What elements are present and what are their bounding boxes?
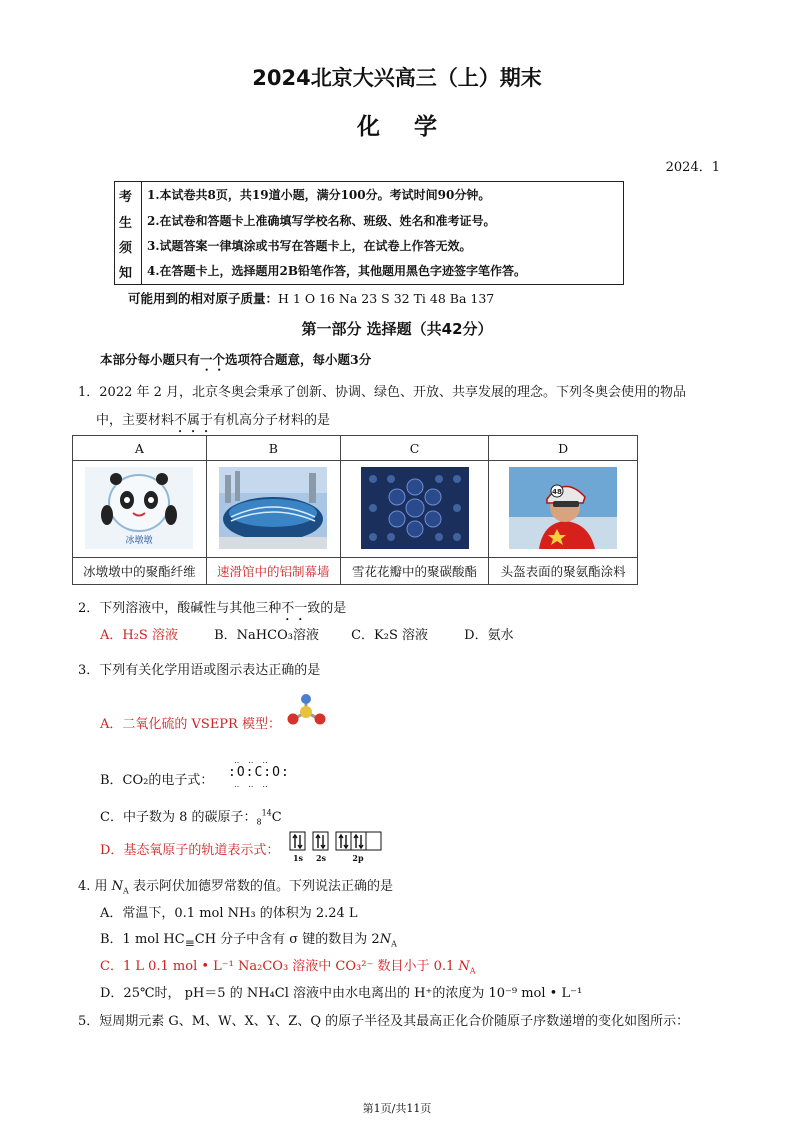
- section-note: [100, 350, 371, 374]
- q4-choice-b: [100, 928, 397, 949]
- snowflake-image: [361, 467, 469, 549]
- section-title: 第一部分 选择题（共42分）: [301, 320, 493, 338]
- q1-stem-line1: 1．2022 年 2 月，北京冬奥会秉承了创新、协调、绿色、开放、共享发展的理念。下列冬奥会使用的物品: [78, 385, 687, 400]
- notice-side-char: 知: [119, 266, 133, 281]
- q2-emphasis: 不一: [281, 601, 308, 616]
- q1-header-c: C: [340, 436, 489, 461]
- speed-skating-oval-image: [219, 467, 327, 549]
- mascot-image: [85, 467, 193, 549]
- q3-c-text: C．中子数为 8 的碳原子：: [100, 810, 257, 825]
- q2-choices: [100, 624, 538, 643]
- helmet-athlete-image: [509, 467, 617, 549]
- q4-c-text: C．1 L 0.1 mol • L⁻¹ Na₂CO₃ 溶液中 CO₃²⁻ 数目小于 0.1: [100, 959, 455, 974]
- q3-c-mass-number: 14: [261, 808, 272, 818]
- q4-b-text: B．1 mol HC: [100, 932, 185, 947]
- notice-side-char: 生: [119, 216, 133, 231]
- q1-caption-c: 雪花花瓣中的聚碳酸酯: [340, 558, 489, 585]
- q4-na-symbol: N: [111, 879, 124, 894]
- mascot-caption: 冰墩墩: [125, 535, 153, 546]
- q1-emphasis: 不属于: [174, 413, 214, 428]
- atomic-label: 可能用到的相对原子质量：: [128, 291, 279, 306]
- q4-b-text: CH 分子中含有 σ 键的数目为 2: [194, 932, 380, 947]
- q5-stem: 5．短周期元素 G、M、W、X、Y、Z、Q 的原子半径及其最高正化合价随原子序数递增的变化如图所示：: [78, 1014, 690, 1029]
- triple-bond-symbol: ≡: [184, 936, 195, 950]
- q3-choice-d: D．基态氧原子的轨道表示式：: [100, 843, 280, 858]
- co2-formula-text: :O:C:O:: [228, 765, 290, 780]
- q1-header-b: B: [206, 436, 340, 461]
- q1-caption-d: 头盔表面的聚氨酯涂料: [489, 558, 638, 585]
- q2-text: 2．下列溶液中，酸碱性与其他三种: [78, 601, 282, 616]
- so2-vsepr-model: [284, 692, 330, 726]
- q2-choice-b: B．NaHCO₃溶液: [214, 628, 319, 643]
- section-note-text: 选项符合题意，每小题3分: [225, 352, 372, 367]
- q3-stem: 3．下列有关化学用语或图示表达正确的是: [78, 663, 321, 678]
- exam-title: 2024北京大兴高三（上）期末: [252, 66, 542, 90]
- notice-box: [114, 181, 624, 285]
- q1-image-cell: [489, 461, 638, 558]
- atomic-masses: [128, 289, 494, 307]
- helmet-number: 48: [552, 487, 563, 496]
- page-footer: 第1页/共11页: [362, 1102, 432, 1115]
- notice-line: 2.在试卷和答题卡上准确填写学校名称、班级、姓名和准考证号。: [147, 214, 496, 228]
- q4-choice-c: [100, 955, 476, 976]
- q4-na-sub: A: [123, 886, 129, 896]
- q4-na-symbol: N: [458, 959, 470, 974]
- q4-na-sub: A: [391, 939, 397, 949]
- q1-options-table: [72, 435, 638, 585]
- atomic-values: H 1 O 16 Na 23 S 32 Ti 48 Ba 137: [278, 291, 495, 306]
- section-note-text: 本部分每小题只有: [100, 352, 201, 367]
- q2-stem: [78, 597, 346, 624]
- subject-title: 化学: [357, 114, 471, 140]
- notice-line: 4.在答题卡上，选择题用2B铅笔作答，其他题用黑色字迹签字笔作答。: [147, 264, 527, 278]
- notice-line: 1.本试卷共8页，共19道小题，满分100分。考试时间90分钟。: [147, 188, 491, 202]
- q4-na-sub: A: [469, 966, 476, 976]
- q2-text: 致的是: [307, 601, 347, 616]
- electron-dots-top: ‥ ‥ ‥: [234, 756, 270, 765]
- q2-choice-c: C．K₂S 溶液: [351, 628, 429, 643]
- q3-c-proton-number: 8: [256, 817, 262, 827]
- q1-header-a: A: [73, 436, 207, 461]
- q3-choice-b: B．CO₂的电子式：: [100, 773, 214, 788]
- q3-choice-a: A．二氧化硫的 VSEPR 模型：: [100, 717, 281, 732]
- oxygen-orbital-diagram: [288, 830, 388, 864]
- q1-image-cell: [73, 461, 207, 558]
- q4-choice-d: D．25℃时， pH＝5 的 NH₄Cl 溶液中由水电离出的 H⁺的浓度为 10⁻⁹ mol • L⁻¹: [100, 986, 583, 1001]
- q1-caption-a: 冰墩墩中的聚酯纤维: [73, 558, 207, 585]
- q4-na-symbol: N: [379, 932, 392, 947]
- notice-side-char: 考: [119, 190, 133, 205]
- q4-text: 4. 用: [78, 879, 112, 894]
- q1-caption-b: 速滑馆中的铝制幕墙: [206, 558, 340, 585]
- electron-dots-bottom: ‥ ‥ ‥: [234, 780, 270, 789]
- q3-choice-c: [100, 806, 282, 827]
- q1-image-cell: [206, 461, 340, 558]
- section-note-emphasis: 一个: [200, 352, 226, 367]
- q1-header-d: D: [489, 436, 638, 461]
- q3-c-symbol: C: [271, 810, 282, 825]
- q4-choice-a: A．常温下，0.1 mol NH₃ 的体积为 2.24 L: [100, 906, 358, 921]
- q2-choice-a: A．H₂S 溶液: [100, 628, 178, 643]
- q4-stem: [78, 875, 393, 896]
- notice-line: 3.试题答案一律填涂或书写在答题卡上，在试卷上作答无效。: [147, 239, 472, 253]
- q1-text: 中，主要材料: [96, 413, 175, 428]
- orbital-label-1s: 1s: [292, 853, 304, 863]
- orbital-label-2s: 2s: [315, 853, 327, 863]
- q1-text: 有机高分子材料的是: [213, 413, 331, 428]
- q2-choice-d: D．氨水: [464, 628, 514, 643]
- exam-date: 2024．1: [665, 160, 720, 175]
- notice-side-char: 须: [119, 241, 133, 256]
- q1-stem-line2: [96, 409, 330, 436]
- q1-image-cell: [340, 461, 489, 558]
- q4-text: 表示阿伏加德罗常数的值。下列说法正确的是: [128, 879, 393, 894]
- co2-electron-formula: [228, 756, 290, 790]
- notice-side: [115, 182, 142, 284]
- orbital-label-2p: 2p: [352, 853, 364, 863]
